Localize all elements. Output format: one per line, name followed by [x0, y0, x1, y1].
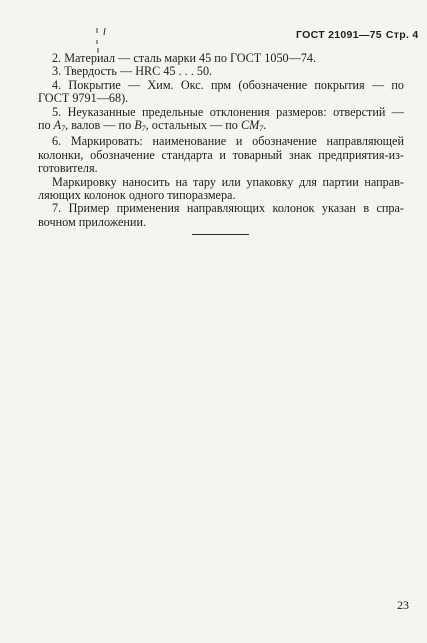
tolerance-cm: CM [240, 118, 260, 133]
page-label: Стр. 4 [385, 29, 419, 41]
item-5-text-a: по [38, 118, 54, 133]
item-7-line-2: вочном приложении. [38, 214, 147, 229]
tolerance-a-grade: 7 [61, 124, 66, 134]
item-4-line-1: 4. Покрытие — Хим. Окс. прм (обозначение покрытия — по [52, 77, 404, 92]
item-5-line-2 [38, 119, 404, 135]
page-number: 23 [397, 598, 409, 612]
tolerance-a: A [53, 118, 62, 133]
item-2: 2. Материал — сталь марки 45 по ГОСТ 1050—74. [52, 51, 317, 65]
item-3: 3. Твердость — HRC 45 . . . 50. [52, 64, 213, 79]
item-5-text-b: , валов — по [65, 118, 135, 133]
tolerance-b-grade: 7 [141, 124, 146, 134]
item-6-line-3: готовителя. [38, 161, 98, 176]
standard-number: ГОСТ 21091—75 [296, 29, 382, 41]
item-5-line-1: 5. Неуказанные предельные отклонения размеров: отверстий — [52, 104, 404, 119]
tolerance-b: B [134, 118, 142, 133]
marking-line-1: Маркировку наносить на тару или упаковку для партии направ- [52, 174, 404, 189]
end-rule [192, 234, 249, 235]
document-body [38, 52, 404, 229]
item-7-line-1: 7. Пример применения направляющих колонок указан в спра- [52, 201, 404, 216]
item-6-line-1: 6. Маркировать: наименование и обозначение направляющей [52, 134, 404, 149]
tolerance-cm-grade: 7 [259, 124, 264, 134]
item-4-line-2: ГОСТ 9791—68). [38, 91, 129, 106]
item-5-text-c: , остальных — по [145, 118, 241, 133]
running-header [296, 29, 419, 41]
item-6-line-2: колонки, обозначение стандарта и товарный знак предприятия-из- [38, 147, 404, 162]
item-5-text-d: . [263, 118, 267, 133]
marking-line-2: ляющих колонок одного типоразмера. [38, 188, 236, 203]
